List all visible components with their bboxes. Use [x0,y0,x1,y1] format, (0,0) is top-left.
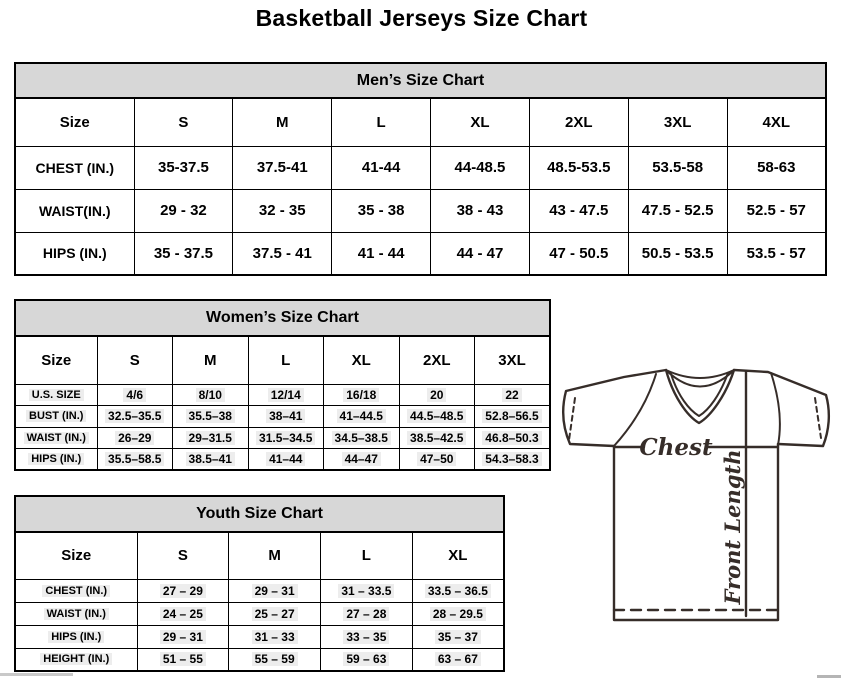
chest-label: Chest [639,434,713,461]
youth-value-cell: 55 – 59 [229,648,321,671]
womens-value-cell: 20 [399,384,475,406]
youth-row-label: HEIGHT (IN.) [15,648,137,671]
youth-row-height-in- [15,648,504,671]
womens-chart-title: Women’s Size Chart [14,299,551,337]
womens-row-u-s-size [15,384,550,406]
womens-col-header-s: S [97,336,173,384]
youth-header-row [15,532,504,579]
youth-col-header-size: Size [15,532,137,579]
mens-row-hips-in- [15,232,826,275]
youth-value-cell: 29 – 31 [229,579,321,602]
womens-value-cell: 41–44.5 [324,406,400,428]
mens-header-row [15,98,826,146]
youth-value-cell: 25 – 27 [229,602,321,625]
youth-col-header-l: L [321,532,413,579]
youth-chart-title: Youth Size Chart [14,495,505,533]
womens-col-header-2xl: 2XL [399,336,475,384]
youth-col-header-s: S [137,532,229,579]
womens-value-cell: 29–31.5 [173,427,249,449]
youth-value-cell: 28 – 29.5 [412,602,504,625]
mens-value-cell: 37.5 - 41 [233,232,332,275]
mens-row-waist-in- [15,189,826,232]
mens-row-label: HIPS (IN.) [15,232,134,275]
mens-chart-title: Men’s Size Chart [14,62,827,99]
mens-value-cell: 38 - 43 [431,189,530,232]
mens-row-label: CHEST (IN.) [15,146,134,189]
youth-size-table [14,531,505,672]
youth-value-cell: 31 – 33 [229,625,321,648]
front-length-label: Front Length [720,449,745,605]
youth-row-waist-in- [15,602,504,625]
youth-value-cell: 24 – 25 [137,602,229,625]
womens-value-cell: 38.5–42.5 [399,427,475,449]
womens-value-cell: 52.8–56.5 [475,406,551,428]
womens-value-cell: 44–47 [324,449,400,471]
collar-band-1 [666,370,734,378]
womens-row-bust-in- [15,406,550,428]
youth-col-header-xl: XL [412,532,504,579]
womens-value-cell: 35.5–58.5 [97,449,173,471]
womens-row-label: BUST (IN.) [15,406,97,428]
womens-value-cell: 31.5–34.5 [248,427,324,449]
youth-value-cell: 51 – 55 [137,648,229,671]
mens-size-table [14,97,827,276]
mens-col-header-2xl: 2XL [529,98,628,146]
womens-value-cell: 47–50 [399,449,475,471]
mens-row-chest-in- [15,146,826,189]
mens-col-header-size: Size [15,98,134,146]
womens-col-header-l: L [248,336,324,384]
horizontal-scrollbar-fragment-left[interactable] [0,673,73,676]
mens-value-cell: 32 - 35 [233,189,332,232]
mens-col-header-s: S [134,98,233,146]
youth-row-label: CHEST (IN.) [15,579,137,602]
mens-value-cell: 35-37.5 [134,146,233,189]
womens-row-hips-in- [15,449,550,471]
mens-size-chart-section [14,62,827,276]
youth-value-cell: 33 – 35 [321,625,413,648]
womens-size-chart-section [14,299,551,471]
youth-size-chart-section [14,495,505,672]
mens-col-header-3xl: 3XL [628,98,727,146]
womens-value-cell: 8/10 [173,384,249,406]
womens-row-label: HIPS (IN.) [15,449,97,471]
right-cuff-dashed-line [815,398,821,438]
mens-value-cell: 37.5-41 [233,146,332,189]
womens-value-cell: 22 [475,384,551,406]
youth-row-label: HIPS (IN.) [15,625,137,648]
womens-value-cell: 4/6 [97,384,173,406]
mens-value-cell: 47.5 - 52.5 [628,189,727,232]
youth-value-cell: 35 – 37 [412,625,504,648]
mens-value-cell: 29 - 32 [134,189,233,232]
mens-value-cell: 48.5-53.5 [529,146,628,189]
jersey-measurement-diagram [556,358,843,626]
mens-value-cell: 44-48.5 [431,146,530,189]
youth-value-cell: 59 – 63 [321,648,413,671]
womens-value-cell: 38–41 [248,406,324,428]
womens-col-header-m: M [173,336,249,384]
youth-value-cell: 27 – 28 [321,602,413,625]
womens-value-cell: 38.5–41 [173,449,249,471]
mens-value-cell: 44 - 47 [431,232,530,275]
womens-col-header-3xl: 3XL [475,336,551,384]
youth-value-cell: 31 – 33.5 [321,579,413,602]
mens-col-header-xl: XL [431,98,530,146]
womens-col-header-xl: XL [324,336,400,384]
jersey-body [614,444,778,620]
mens-col-header-4xl: 4XL [727,98,826,146]
page-title: Basketball Jerseys Size Chart [255,5,588,31]
womens-value-cell: 46.8–50.3 [475,427,551,449]
mens-value-cell: 43 - 47.5 [529,189,628,232]
youth-row-label: WAIST (IN.) [15,602,137,625]
mens-col-header-m: M [233,98,332,146]
youth-value-cell: 33.5 – 36.5 [412,579,504,602]
mens-value-cell: 52.5 - 57 [727,189,826,232]
mens-value-cell: 50.5 - 53.5 [628,232,727,275]
womens-value-cell: 41–44 [248,449,324,471]
mens-value-cell: 41 - 44 [332,232,431,275]
womens-row-label: U.S. SIZE [15,384,97,406]
horizontal-scrollbar-fragment-right[interactable] [817,675,841,678]
womens-value-cell: 34.5–38.5 [324,427,400,449]
youth-row-hips-in- [15,625,504,648]
right-armhole-seam [771,373,780,445]
youth-value-cell: 29 – 31 [137,625,229,648]
womens-value-cell: 44.5–48.5 [399,406,475,428]
mens-row-label: WAIST(IN.) [15,189,134,232]
womens-value-cell: 26–29 [97,427,173,449]
youth-row-chest-in- [15,579,504,602]
womens-value-cell: 32.5–35.5 [97,406,173,428]
womens-value-cell: 35.5–38 [173,406,249,428]
mens-value-cell: 53.5-58 [628,146,727,189]
womens-value-cell: 12/14 [248,384,324,406]
jersey-right-sleeve [734,370,829,446]
left-cuff-dashed-line [569,398,575,440]
youth-value-cell: 27 – 29 [137,579,229,602]
womens-value-cell: 16/18 [324,384,400,406]
mens-value-cell: 58-63 [727,146,826,189]
womens-size-table [14,335,551,471]
mens-value-cell: 47 - 50.5 [529,232,628,275]
youth-col-header-m: M [229,532,321,579]
womens-col-header-size: Size [15,336,97,384]
mens-value-cell: 35 - 38 [332,189,431,232]
mens-value-cell: 53.5 - 57 [727,232,826,275]
womens-row-waist-in- [15,427,550,449]
youth-value-cell: 63 – 67 [412,648,504,671]
womens-value-cell: 54.3–58.3 [475,449,551,471]
womens-header-row [15,336,550,384]
mens-value-cell: 35 - 37.5 [134,232,233,275]
mens-col-header-l: L [332,98,431,146]
womens-row-label: WAIST (IN.) [15,427,97,449]
mens-value-cell: 41-44 [332,146,431,189]
